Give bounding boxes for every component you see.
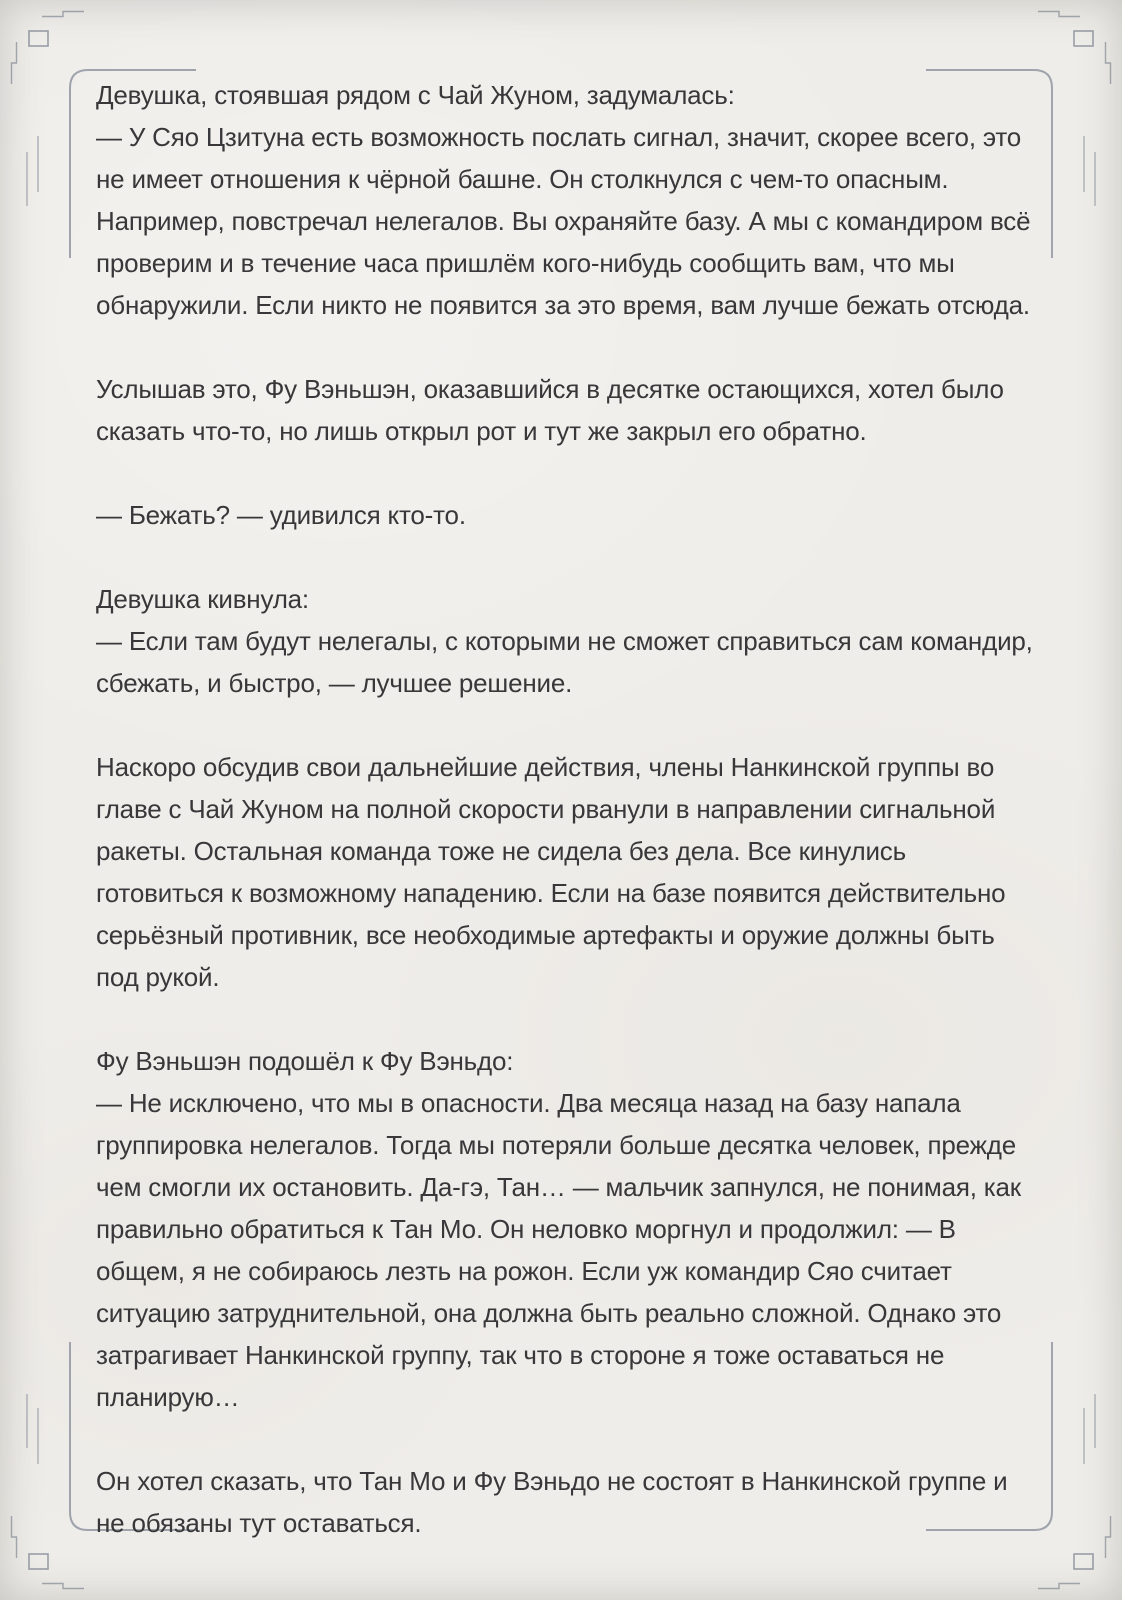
paragraph bbox=[96, 746, 1036, 998]
paragraph-line: Фу Вэньшэн подошёл к Фу Вэньдо: bbox=[96, 1046, 514, 1076]
paragraph-line: Девушка, стоявшая рядом с Чай Жуном, задумалась: bbox=[96, 80, 735, 110]
paragraph-line: — Бежать? — удивился кто-то. bbox=[96, 500, 466, 530]
paragraph bbox=[96, 368, 1036, 452]
paragraph bbox=[96, 1460, 1036, 1544]
paragraph-line: Услышав это, Фу Вэньшэн, оказавшийся в десятке остающихся, хотел было сказать что-то, но лишь открыл рот и тут же закрыл его обратно. bbox=[96, 374, 1004, 446]
paragraph-line: — Не исключено, что мы в опасности. Два месяца назад на базу напала группировка нелегалов. Тогда мы потеряли больше десятка человек, прежде чем смогли их остановить. Да-гэ, Тан… — мальчик запнулся, не понимая, как правильно обратиться к Тан Мо. Он неловко моргнул и продолжил: — В общем, я не собираюсь лезть на рожон. Если уж командир Сяо считает ситуацию затруднительной, она должна быть реально сложной. Однако это затрагивает Нанкинской группу, так что в стороне я тоже оставаться не планирую… bbox=[96, 1088, 1021, 1412]
text-content bbox=[96, 74, 1036, 1586]
paragraph-line: — Если там будут нелегалы, с которыми не сможет справиться сам командир, сбежать, и быстро, — лучшее решение. bbox=[96, 626, 1033, 698]
paragraph-line: Он хотел сказать, что Тан Мо и Фу Вэньдо не состоят в Нанкинской группе и не обязаны тут оставаться. bbox=[96, 1466, 1008, 1538]
paragraph bbox=[96, 74, 1036, 326]
paragraph bbox=[96, 1040, 1036, 1418]
paragraph-line: Девушка кивнула: bbox=[96, 584, 309, 614]
paragraph-line: — У Сяо Цзитуна есть возможность послать сигнал, значит, скорее всего, это не имеет отношения к чёрной башне. Он столкнулся с чем-то опасным. Например, повстречал нелегалов. Вы охраняйте базу. А мы с командиром всё проверим и в течение часа пришлём кого-нибудь сообщить вам, что мы обнаружили. Если никто не появится за это время, вам лучше бежать отсюда. bbox=[96, 122, 1031, 320]
paragraph bbox=[96, 494, 1036, 536]
paragraph-line: Наскоро обсудив свои дальнейшие действия, члены Нанкинской группы во главе с Чай Жуном на полной скорости рванули в направлении сигнальной ракеты. Остальная команда тоже не сидела без дела. Все кинулись готовиться к возможному нападению. Если на базе появится действительно серьёзный противник, все необходимые артефакты и оружие должны быть под рукой. bbox=[96, 752, 1006, 992]
paragraph bbox=[96, 578, 1036, 704]
